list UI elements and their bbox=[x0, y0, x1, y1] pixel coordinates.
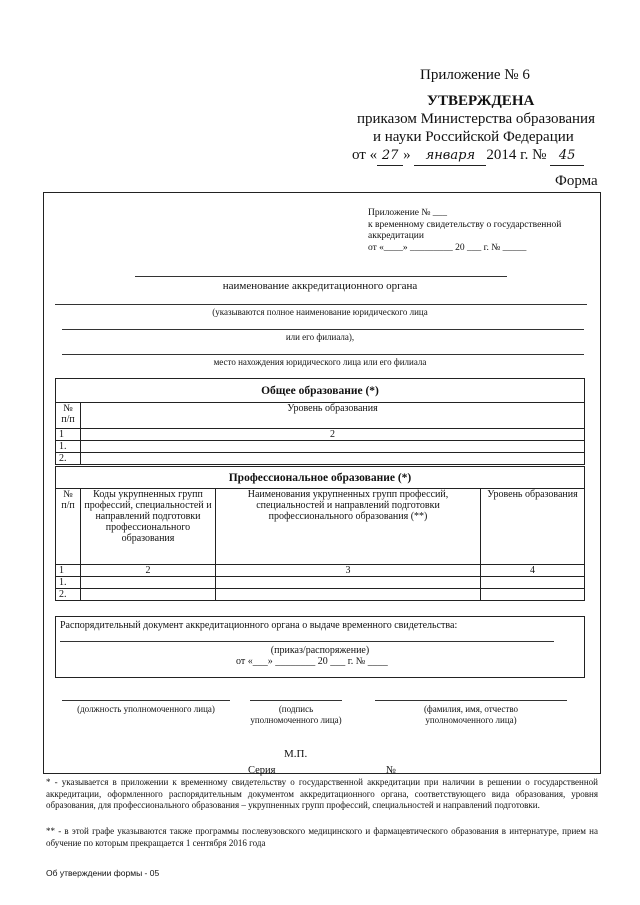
admin-document-line bbox=[60, 641, 554, 642]
admin-document-date: от «___» ________ 20 ___ г. № ____ bbox=[236, 656, 388, 667]
number-label: № bbox=[386, 765, 397, 776]
inner-line-3: аккредитации bbox=[368, 231, 424, 241]
date-year: 2014 г. № bbox=[486, 147, 547, 163]
general-col-num: № п/п bbox=[56, 403, 81, 429]
prof-index-4: 4 bbox=[481, 565, 585, 577]
admin-document-caption: (приказ/распоряжение) bbox=[270, 645, 370, 656]
date-prefix: от « bbox=[352, 147, 378, 163]
prof-row-cell bbox=[81, 589, 216, 601]
agency-line bbox=[135, 276, 507, 277]
full-name-line bbox=[55, 304, 587, 305]
general-index-2: 2 bbox=[81, 429, 585, 441]
general-row-level bbox=[81, 441, 585, 453]
inner-line-2: к временному свидетельству о государственной bbox=[368, 219, 562, 230]
prof-col-level: Уровень образования bbox=[481, 489, 585, 565]
full-name-caption: (указываются полное наименование юридического лица bbox=[212, 307, 428, 317]
page-footer: Об утверждении формы - 05 bbox=[46, 868, 160, 878]
prof-table-title: Профессиональное образование (*) bbox=[56, 467, 585, 489]
order-line-2: и науки Российской Федерации bbox=[373, 129, 574, 145]
date-day: 27 bbox=[377, 146, 403, 166]
professional-education-table bbox=[55, 466, 585, 601]
prof-col-codes: Коды укрупненных групп профессий, специальностей и направлений подготовки профессионального образования bbox=[81, 489, 216, 565]
prof-row-cell bbox=[216, 577, 481, 589]
form-label: Форма bbox=[555, 173, 598, 189]
general-row-num: 2. bbox=[56, 453, 81, 465]
name-line bbox=[375, 700, 567, 701]
approved-heading: УТВЕРЖДЕНА bbox=[427, 93, 535, 109]
date-month: января bbox=[414, 146, 486, 166]
location-line bbox=[62, 354, 584, 355]
admin-document-text: Распорядительный документ аккредитационного органа о выдаче временного свидетельства: bbox=[60, 620, 458, 631]
general-index-1: 1 bbox=[56, 429, 81, 441]
prof-row-num: 1. bbox=[56, 577, 81, 589]
inner-line-4: от «____» _________ 20 ___ г. № _____ bbox=[368, 242, 527, 253]
branch-caption: или его филиала), bbox=[285, 332, 355, 342]
inner-appendix: Приложение № ___ bbox=[368, 208, 448, 218]
prof-index-2: 2 bbox=[81, 565, 216, 577]
name-caption: (фамилия, имя, отчество уполномоченного лица) bbox=[423, 704, 519, 725]
prof-row-cell bbox=[81, 577, 216, 589]
footnote-1: * - указывается в приложении к временному свидетельству о государственной аккредитации при наличии в решении о государственной аккредитации, оформленного распорядительным документом аккредитационного органа, соответствующего вида образования, уровня образования, для профессионального образования – укрупненных групп профессий, специальностей и направлений подготовки. bbox=[46, 777, 598, 810]
series-label: Серия bbox=[248, 765, 276, 776]
signature-line bbox=[250, 700, 342, 701]
location-caption: место нахождения юридического лица или его филиала bbox=[213, 357, 427, 367]
general-col-level: Уровень образования bbox=[81, 403, 585, 429]
footnote-2: ** - в этой графе указываются также программы послевузовского медицинского и фармацевтического образования в интернатуре, прием на обучение по которым прекращается 1 сентября 2016 года bbox=[46, 826, 598, 848]
order-date-line bbox=[352, 146, 584, 166]
general-education-table bbox=[55, 378, 585, 465]
signature-caption: (подпись уполномоченного лица) bbox=[250, 704, 342, 725]
date-mid: » bbox=[403, 147, 411, 163]
prof-row-cell bbox=[481, 589, 585, 601]
position-line bbox=[62, 700, 230, 701]
prof-index-1: 1 bbox=[56, 565, 81, 577]
prof-row-cell bbox=[216, 589, 481, 601]
general-row-level bbox=[81, 453, 585, 465]
general-row-num: 1. bbox=[56, 441, 81, 453]
prof-col-names: Наименования укрупненных групп профессий, специальностей и направлений подготовки профессионального образования (**) bbox=[216, 489, 481, 565]
order-line-1: приказом Министерства образования bbox=[357, 111, 595, 127]
prof-index-3: 3 bbox=[216, 565, 481, 577]
branch-line bbox=[62, 329, 584, 330]
prof-col-num: № п/п bbox=[56, 489, 81, 565]
date-number: 45 bbox=[550, 146, 584, 166]
agency-caption: наименование аккредитационного органа bbox=[222, 280, 418, 292]
appendix-label: Приложение № 6 bbox=[420, 67, 530, 83]
stamp-label: М.П. bbox=[284, 748, 308, 760]
prof-row-cell bbox=[481, 577, 585, 589]
position-caption: (должность уполномоченного лица) bbox=[77, 704, 215, 714]
general-table-title: Общее образование (*) bbox=[56, 379, 585, 403]
inner-header bbox=[368, 208, 593, 254]
prof-row-num: 2. bbox=[56, 589, 81, 601]
